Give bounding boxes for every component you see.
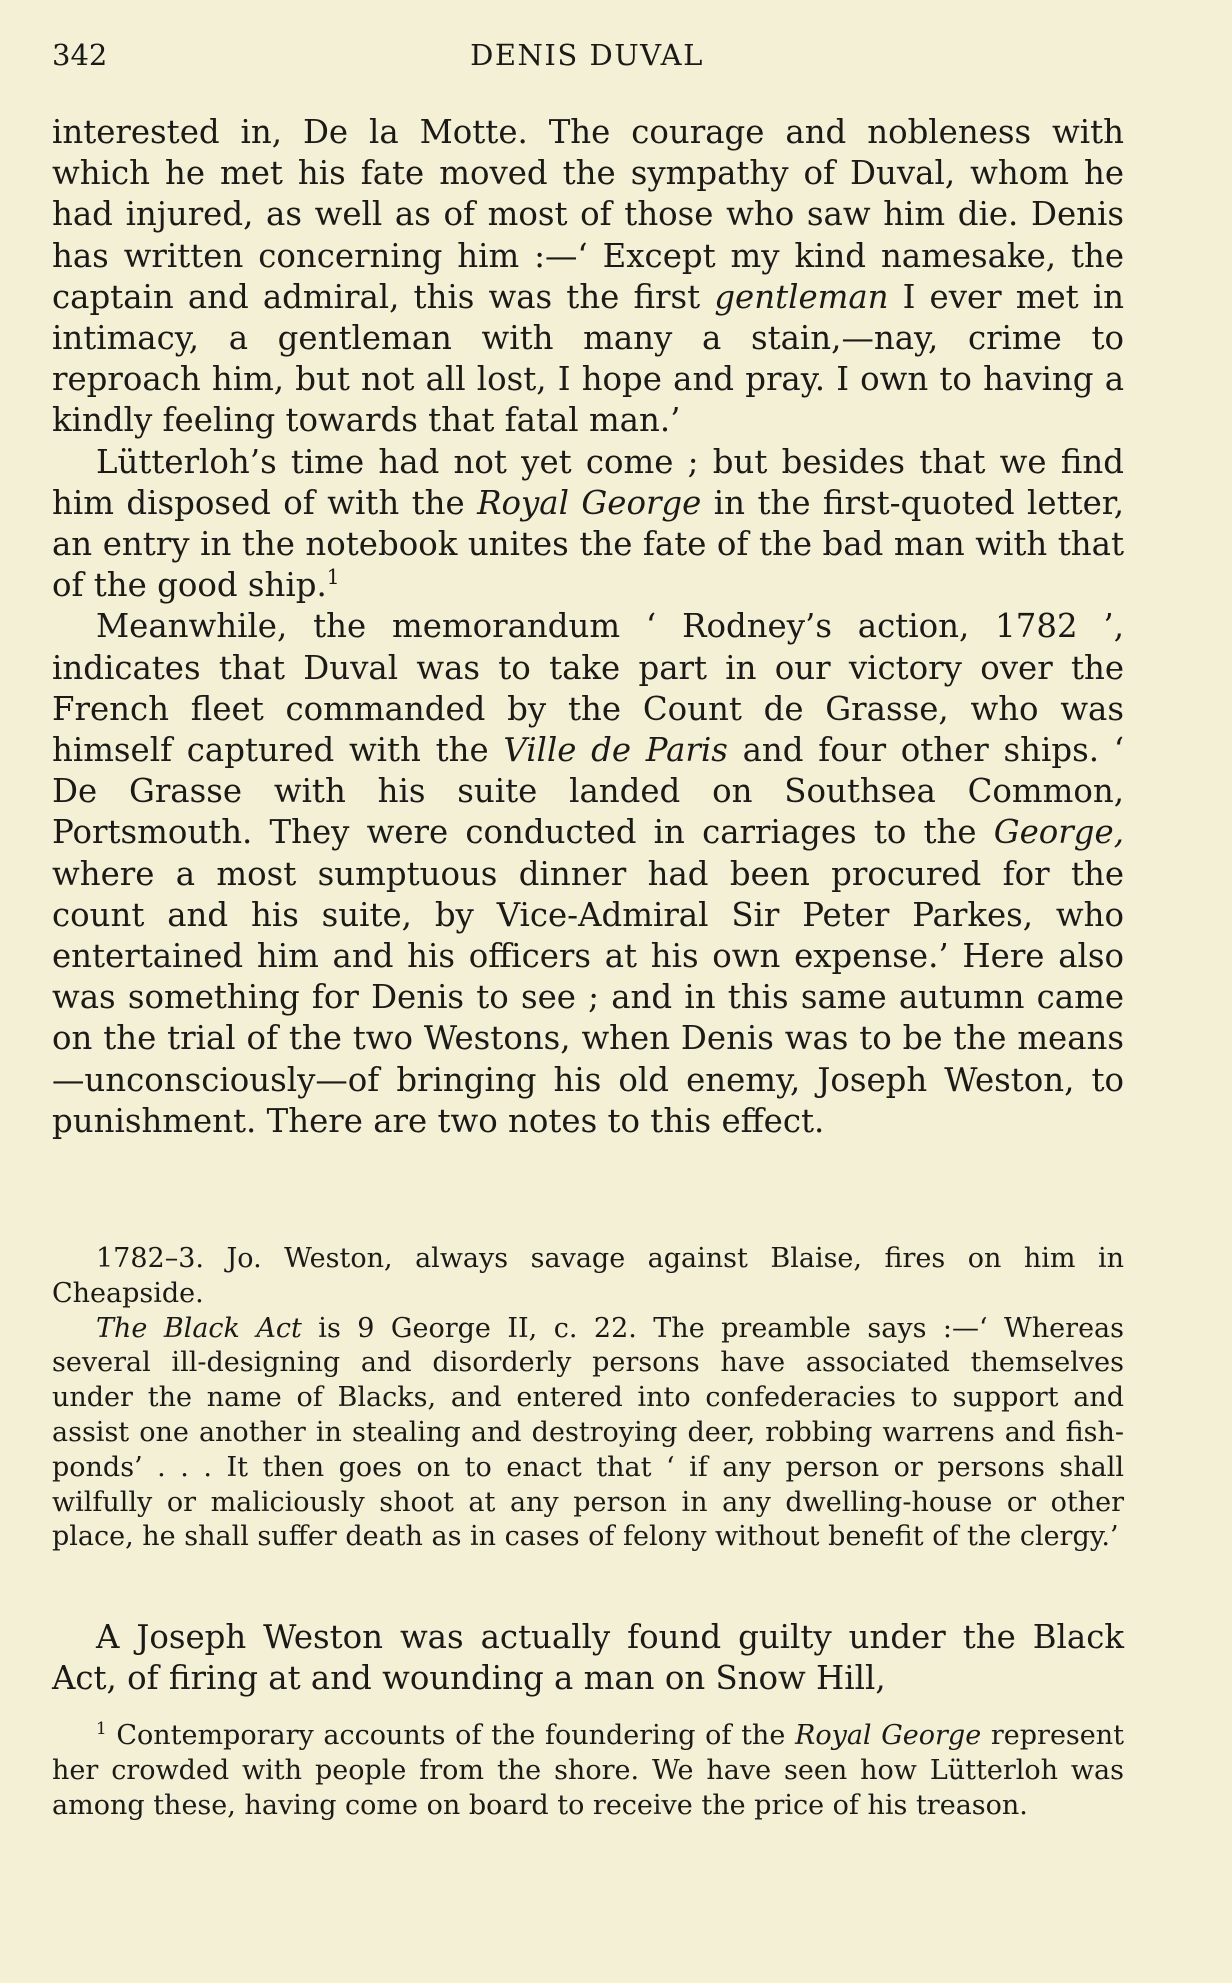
note-entry (52, 1312, 1124, 1556)
italic-text: gentleman (714, 277, 889, 316)
italic-text: George, (993, 813, 1124, 852)
paragraph: A Joseph Weston was actually found guilty under the Black Act, of firing at and wounding a man on Snow Hill, (52, 1618, 1124, 1698)
page-number: 342 (52, 38, 108, 72)
italic-text: Ville de Paris (503, 731, 728, 770)
text-span: is 9 George II, c. 22. The preamble says :—‘ Whereas several ill-designing and disorderly persons have associated themselves under the name of Blacks, and entered into confederacies to support and assist one another in stealing and destroying deer, robbing warrens and fish-ponds’ . . . It then goes on to enact that ‘ if any person or persons shall wilfully or maliciously shoot at any person in any dwelling-house or other place, he shall suffer death as in cases of felony without benefit of the clergy.’ (52, 1312, 1124, 1553)
text-span: interested in, De la Motte. The courage and nobleness with which he met his fate moved the sympathy of Duval, whom he had injured, as well as of most of those who saw him die. Denis has written concerning him :—‘ Except my kind namesake, the captain and admiral, this was the first (52, 113, 1124, 316)
paragraph (52, 112, 1124, 442)
block-quote (52, 1242, 1124, 1555)
text-span: Lütterloh’s time had not yet come ; but besides that we find him disposed of with the (52, 442, 1124, 522)
text-span: I ever met in intimacy, a gentleman with many a stain,—nay, crime to reproach him, but not all lost, I hope and pray. I own to having a kindly feeling towards that fatal man.’ (52, 277, 1125, 440)
footnote-marker: 1 (96, 1718, 107, 1738)
page-header (52, 38, 1122, 78)
text-span: where a most sumptuous dinner had been procured for the count and his suite, by Vice-Admiral Sir Peter Parkes, who entertained him and his officers at his own expense.’ Here also was something for Denis to see ; and in this same autumn came on the trial of the two Westons, when Denis was to be the means—unconsciously—of bringing his old enemy, Joseph Weston, to punishment. There are two notes to this effect. (52, 854, 1124, 1140)
main-text (52, 112, 1124, 1142)
text-span: represent her crowded with people from the shore. We have seen how Lütterloh was among these, having come on board to receive the price of his treason. (52, 1720, 1125, 1822)
footnote (52, 1718, 1124, 1824)
text-span: Meanwhile, the memorandum ‘ Rodney’s action, 1782 ’, indicates that Duval was to take part in our victory over the French fleet commanded by the Count de Grasse, who was himself captured with the (52, 607, 1124, 770)
main-text-continued (52, 1617, 1124, 1699)
footnotes (52, 1718, 1124, 1824)
italic-text: Royal George (794, 1720, 982, 1751)
italic-text: The Black Act (96, 1312, 302, 1344)
italic-text: Royal George (477, 483, 702, 522)
footnote-reference: 1 (326, 565, 340, 590)
running-title: DENIS DUVAL (470, 38, 704, 72)
note-entry: 1782–3. Jo. Weston, always savage against Blaise, fires on him in Cheapside. (52, 1243, 1124, 1309)
text-span: Contemporary accounts of the foundering of the (106, 1720, 795, 1751)
paragraph (52, 442, 1124, 607)
text-span: in the first-quoted letter, an entry in the notebook unites the fate of the bad man with that of the good ship. (52, 483, 1124, 605)
paragraph (52, 606, 1124, 1142)
text-span: and four other ships. ‘ De Grasse with his suite landed on Southsea Common, Portsmouth. They were conducted in carriages to the (52, 731, 1124, 852)
